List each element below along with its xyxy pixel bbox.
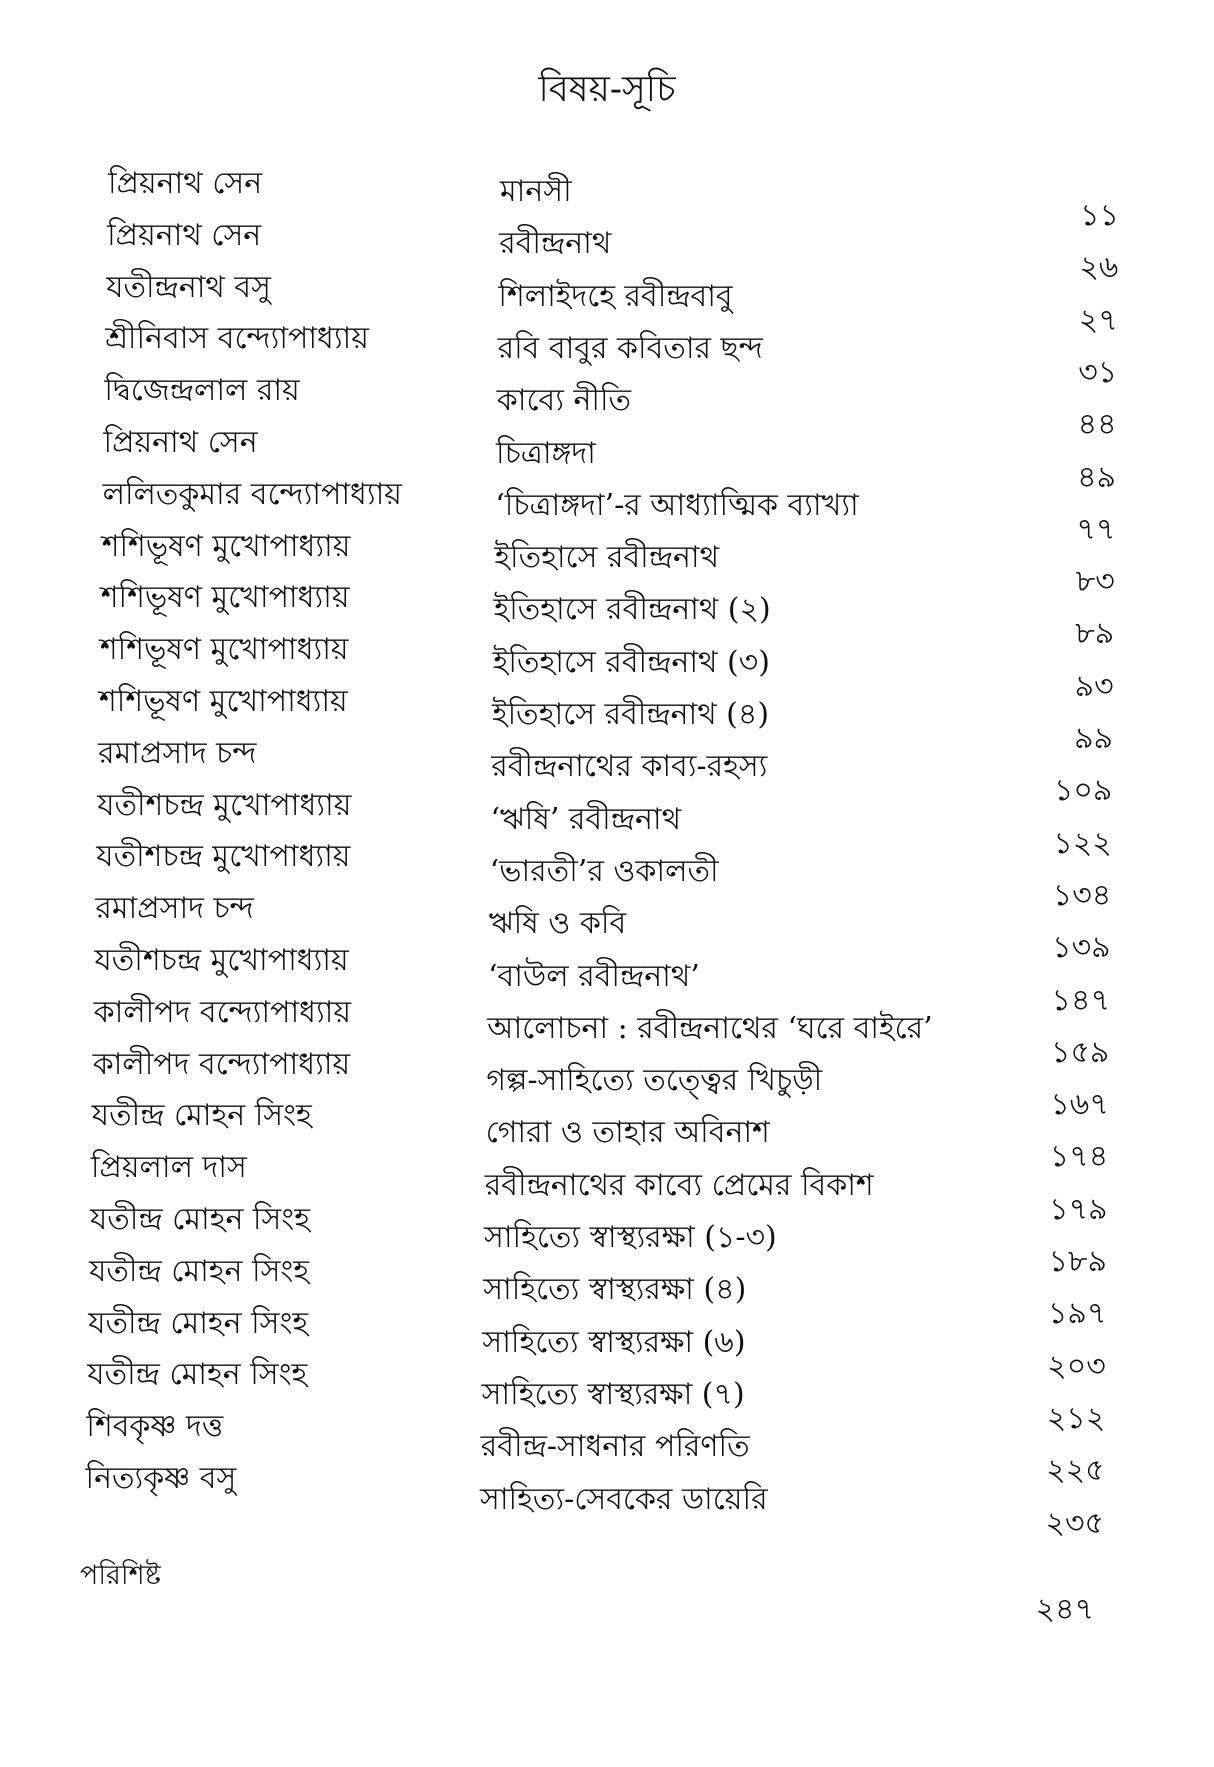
entry-title: রবীন্দ্রনাথের কাব্যে প্রেমের বিকাশ bbox=[484, 1167, 874, 1203]
appendix-page-number: ২৪৭ bbox=[1035, 1592, 1094, 1627]
entry-title: রবীন্দ্রনাথ bbox=[499, 226, 612, 262]
entry-author: প্রিয়নাথ সেন bbox=[108, 166, 263, 201]
toc-entry bbox=[0, 163, 1214, 233]
entry-title: রবীন্দ্রনাথের কাব্য-রহস্য bbox=[491, 749, 768, 785]
entry-author: যতীন্দ্র মোহন সিংহ bbox=[87, 1357, 308, 1393]
entry-page-number: ১৭৯ bbox=[1049, 1191, 1108, 1227]
entry-title: আলোচনা : রবীন্দ্রনাথের ‘ঘরে বাইরে’ bbox=[487, 1010, 933, 1046]
entry-page-number: ২৬ bbox=[1079, 250, 1119, 286]
entry-author: শশিভূষণ মুখোপাধ্যায় bbox=[100, 580, 350, 616]
entry-author: কালীপদ বন্দ্যোপাধ্যায় bbox=[93, 994, 352, 1030]
entry-title: সাহিত্যে স্বাস্থ্যরক্ষা (৪) bbox=[483, 1272, 747, 1308]
entry-author: যতীন্দ্র মোহন সিংহ bbox=[90, 1202, 310, 1237]
toc-entry bbox=[0, 268, 1214, 338]
entry-page-number: ১৩৪ bbox=[1052, 877, 1112, 913]
entry-page-number: ৩১ bbox=[1078, 354, 1118, 390]
entry-author: যতীশচন্দ্র মুখোপাধ্যায় bbox=[97, 787, 352, 823]
entry-author: যতীশচন্দ্র মুখোপাধ্যায় bbox=[94, 943, 349, 978]
entry-author: যতীন্দ্র মোহন সিংহ bbox=[88, 1305, 309, 1341]
entry-page-number: ২২৫ bbox=[1046, 1453, 1105, 1489]
entry-page-number: ২৩৫ bbox=[1045, 1505, 1104, 1541]
entry-author: প্রিয়নাথ সেন bbox=[103, 425, 258, 460]
entry-page-number: ১৬৭ bbox=[1050, 1087, 1109, 1123]
entry-author: রমাপ্রসাদ চন্দ bbox=[98, 735, 257, 771]
entry-author: প্রিয়লাল দাস bbox=[90, 1150, 247, 1186]
entry-title: গোরা ও তাহার অবিনাশ bbox=[485, 1115, 770, 1151]
entry-title: মানসী bbox=[500, 174, 572, 209]
entry-author: শশিভূষণ মুখোপাধ্যায় bbox=[101, 528, 351, 564]
entry-title: ‘চিত্রাঙ্গদা’-র আধ্যাত্মিক ব্যাখ্যা bbox=[495, 487, 859, 523]
entry-page-number: ২১২ bbox=[1046, 1400, 1106, 1436]
entry-page-number: ৯৯ bbox=[1074, 721, 1113, 756]
entry-author: যতীন্দ্র মোহন সিংহ bbox=[89, 1253, 310, 1289]
entry-title: ইতিহাসে রবীন্দ্রনাথ bbox=[494, 540, 720, 576]
entry-author: প্রিয়নাথ সেন bbox=[107, 217, 262, 253]
entry-page-number: ৯৩ bbox=[1074, 668, 1114, 704]
entry-title: ইতিহাসে রবীন্দ্রনাথ (২) bbox=[493, 592, 771, 628]
toc-entry bbox=[0, 528, 1214, 600]
entry-author: শ্রীনিবাস বন্দ্যোপাধ্যায় bbox=[105, 321, 369, 357]
entry-title: রবীন্দ্র-সাধনার পরিণতি bbox=[480, 1429, 750, 1465]
entry-page-number: ১৮৯ bbox=[1048, 1244, 1107, 1279]
entry-title: ‘বাউল রবীন্দ্রনাথ’ bbox=[488, 958, 700, 994]
entry-page-number: ১১ bbox=[1080, 198, 1119, 233]
entry-page-number: ১০৯ bbox=[1053, 773, 1113, 809]
entry-page-number: ১৩৯ bbox=[1052, 930, 1111, 966]
toc-entry bbox=[0, 1461, 1214, 1541]
toc-entry bbox=[0, 580, 1214, 652]
appendix-label: পরিশিষ্ট bbox=[80, 1560, 161, 1591]
entry-author: শিবকৃষ্ণ দত্ত bbox=[86, 1409, 224, 1445]
entry-author: যতীন্দ্র মোহন সিংহ bbox=[91, 1098, 312, 1134]
entry-page-number: ১৭৪ bbox=[1049, 1139, 1109, 1175]
entry-author: শশিভূষণ মুখোপাধ্যায় bbox=[99, 632, 349, 668]
entry-page-number: ৭৭ bbox=[1076, 511, 1116, 547]
entry-page-number: ১৪৭ bbox=[1051, 982, 1110, 1018]
entry-title: সাহিত্যে স্বাস্থ্যরক্ষা (৬) bbox=[482, 1324, 746, 1360]
entry-page-number: ১২২ bbox=[1053, 825, 1112, 861]
entry-page-number: ২০৩ bbox=[1047, 1348, 1106, 1384]
entry-page-number: ৮৩ bbox=[1075, 564, 1115, 600]
entry-page-number: ৪৯ bbox=[1077, 459, 1116, 495]
entry-author: রমাপ্রসাদ চন্দ bbox=[95, 891, 254, 927]
entry-title: ঋষি ও কবি bbox=[488, 906, 627, 942]
entry-title: চিত্রাঙ্গদা bbox=[496, 435, 596, 471]
entry-title: ইতিহাসে রবীন্দ্রনাথ (৪) bbox=[492, 697, 770, 732]
entry-title: ‘ভারতী’র ওকালতী bbox=[489, 853, 719, 889]
entry-title: সাহিত্যে স্বাস্থ্যরক্ষা (১-৩) bbox=[484, 1220, 777, 1255]
page-title: বিষয়-সূচি bbox=[538, 69, 676, 110]
entry-page-number: ২৭ bbox=[1078, 302, 1118, 338]
toc-entry bbox=[0, 215, 1214, 286]
entry-page-number: ১৯৭ bbox=[1047, 1296, 1107, 1332]
entry-author: নিত্যকৃষ্ণ বসু bbox=[85, 1461, 237, 1496]
entry-author: দ্বিজেন্দ্রলাল রায় bbox=[104, 373, 300, 409]
entry-title: কাব্যে নীতি bbox=[496, 383, 632, 419]
entry-title: ইতিহাসে রবীন্দ্রনাথ (৩) bbox=[492, 644, 770, 680]
entry-author: যতীন্দ্রনাথ বসু bbox=[106, 269, 271, 305]
entry-title: রবি বাবুর কবিতার ছন্দ bbox=[497, 330, 763, 366]
entry-page-number: ৮৯ bbox=[1075, 616, 1115, 652]
entry-title: ‘ঋষি’ রবীন্দ্রনাথ bbox=[490, 801, 682, 837]
entry-title: সাহিত্যে স্বাস্থ্যরক্ষা (৭) bbox=[481, 1376, 745, 1412]
entry-title: গল্প-সাহিত্যে তত্ত্বের খিচুড়ী bbox=[486, 1063, 823, 1099]
entry-author: যতীশচন্দ্র মুখোপাধ্যায় bbox=[96, 839, 351, 875]
toc-entry bbox=[0, 320, 1214, 390]
entry-author: ললিতকুমার বন্দ্যোপাধ্যায় bbox=[102, 476, 402, 512]
entry-page-number: ১৫৯ bbox=[1051, 1034, 1110, 1070]
entry-page-number: ৪৪ bbox=[1077, 407, 1117, 443]
entry-author: শশিভূষণ মুখোপাধ্যায় bbox=[99, 684, 348, 719]
entry-title: সাহিত্য-সেবকের ডায়েরি bbox=[480, 1481, 768, 1517]
entry-author: কালীপদ বন্দ্যোপাধ্যায় bbox=[92, 1046, 351, 1082]
entry-title: শিলাইদহে রবীন্দ্রবাবু bbox=[498, 278, 733, 314]
